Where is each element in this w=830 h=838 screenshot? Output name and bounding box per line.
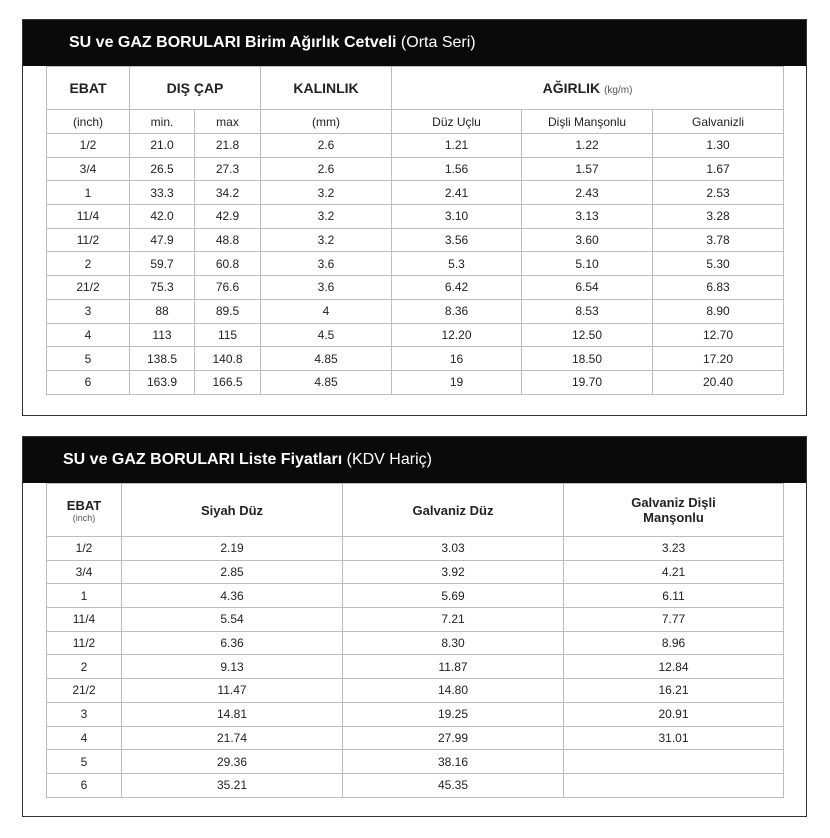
table-cell — [564, 773, 784, 797]
table-row — [47, 276, 784, 300]
table-row — [47, 655, 784, 679]
table-cell: 7.77 — [564, 608, 784, 632]
weight-table-panel — [22, 19, 807, 416]
table-cell: 4 — [261, 299, 392, 323]
price-table-title: SU ve GAZ BORULARI Liste Fiyatları (KDV Hariç) — [63, 451, 432, 468]
table-row — [47, 560, 784, 584]
table-cell: 26.5 — [130, 157, 195, 181]
table-cell: 8.96 — [564, 631, 784, 655]
table-row — [47, 205, 784, 229]
table-cell: 3.23 — [564, 537, 784, 561]
table-cell: 38.16 — [343, 750, 564, 774]
weight-table — [46, 66, 784, 395]
table-cell: 163.9 — [130, 370, 195, 394]
table-cell: 47.9 — [130, 228, 195, 252]
table-cell: 12.70 — [653, 323, 784, 347]
table-cell: 2.6 — [261, 157, 392, 181]
col-header-siyah-duz: Siyah Düz — [122, 484, 343, 537]
subheader-cell: (mm) — [261, 110, 392, 134]
table-cell: 5 — [47, 750, 122, 774]
col-header-agirlik: AĞIRLIK (kg/m) — [392, 67, 784, 110]
table-cell: 3.2 — [261, 181, 392, 205]
table-cell: 4 — [47, 323, 130, 347]
table-cell: 17.20 — [653, 347, 784, 371]
table-cell: 6 — [47, 773, 122, 797]
table-cell: 2 — [47, 252, 130, 276]
table-row — [47, 702, 784, 726]
table-cell: 21/2 — [47, 276, 130, 300]
table-cell: 18.50 — [522, 347, 653, 371]
table-cell: 3 — [47, 702, 122, 726]
table-row — [47, 608, 784, 632]
table-cell: 20.91 — [564, 702, 784, 726]
table-row — [47, 631, 784, 655]
table-cell: 19.70 — [522, 370, 653, 394]
table-cell: 4.85 — [261, 370, 392, 394]
price-table-panel — [22, 436, 807, 817]
subheader-cell: Galvanizli — [653, 110, 784, 134]
subheader-cell: (inch) — [47, 110, 130, 134]
col-header-kalinlik: KALINLIK — [261, 67, 392, 110]
table-cell: 5.3 — [392, 252, 522, 276]
table-cell: 138.5 — [130, 347, 195, 371]
table-cell: 1.56 — [392, 157, 522, 181]
table-row — [47, 252, 784, 276]
table-cell: 33.3 — [130, 181, 195, 205]
table-cell: 16 — [392, 347, 522, 371]
table-cell: 3.78 — [653, 228, 784, 252]
price-table — [46, 483, 784, 798]
table-cell: 35.21 — [122, 773, 343, 797]
table-row — [47, 323, 784, 347]
table-cell: 6.11 — [564, 584, 784, 608]
table-cell: 1.67 — [653, 157, 784, 181]
table-cell: 5.69 — [343, 584, 564, 608]
table-cell: 1/2 — [47, 134, 130, 158]
table-cell: 6 — [47, 370, 130, 394]
table-cell: 3/4 — [47, 157, 130, 181]
table-cell: 59.7 — [130, 252, 195, 276]
table-cell: 1 — [47, 181, 130, 205]
table-cell: 34.2 — [195, 181, 261, 205]
col-header-ebat: EBAT (inch) — [47, 484, 122, 537]
table-cell: 11/4 — [47, 608, 122, 632]
table-cell: 2.41 — [392, 181, 522, 205]
table-cell: 1.57 — [522, 157, 653, 181]
table-cell: 21.8 — [195, 134, 261, 158]
table-cell — [564, 750, 784, 774]
subheader-cell: Dişli Manşonlu — [522, 110, 653, 134]
table-cell: 11.87 — [343, 655, 564, 679]
table-cell: 115 — [195, 323, 261, 347]
table-cell: 1.30 — [653, 134, 784, 158]
table-cell: 8.30 — [343, 631, 564, 655]
table-row — [47, 228, 784, 252]
table-row — [47, 181, 784, 205]
col-header-galvaniz-duz: Galvaniz Düz — [343, 484, 564, 537]
table-cell: 5.10 — [522, 252, 653, 276]
table-cell: 75.3 — [130, 276, 195, 300]
table-row — [47, 157, 784, 181]
table-cell: 11.47 — [122, 679, 343, 703]
table-row — [47, 726, 784, 750]
table-cell: 27.99 — [343, 726, 564, 750]
table-cell: 48.8 — [195, 228, 261, 252]
table-cell: 2.19 — [122, 537, 343, 561]
table-cell: 12.20 — [392, 323, 522, 347]
subheader-cell: Düz Uçlu — [392, 110, 522, 134]
table-cell: 11/4 — [47, 205, 130, 229]
table-cell: 3.6 — [261, 252, 392, 276]
table-cell: 89.5 — [195, 299, 261, 323]
weight-subheader-row — [47, 110, 784, 134]
table-cell: 1.21 — [392, 134, 522, 158]
col-header-dis-cap: DIŞ ÇAP — [130, 67, 261, 110]
table-row — [47, 584, 784, 608]
table-cell: 3.2 — [261, 228, 392, 252]
table-cell: 6.54 — [522, 276, 653, 300]
table-cell: 3.10 — [392, 205, 522, 229]
price-table-header-bar — [23, 437, 806, 483]
subheader-cell: min. — [130, 110, 195, 134]
table-cell: 4.21 — [564, 560, 784, 584]
table-cell: 2.6 — [261, 134, 392, 158]
table-cell: 8.53 — [522, 299, 653, 323]
table-row — [47, 134, 784, 158]
table-row — [47, 537, 784, 561]
table-cell: 20.40 — [653, 370, 784, 394]
table-row — [47, 347, 784, 371]
weight-table-body — [47, 134, 784, 395]
table-cell: 60.8 — [195, 252, 261, 276]
table-cell: 29.36 — [122, 750, 343, 774]
table-cell: 14.80 — [343, 679, 564, 703]
table-cell: 3.13 — [522, 205, 653, 229]
table-cell: 12.50 — [522, 323, 653, 347]
table-cell: 2 — [47, 655, 122, 679]
table-cell: 88 — [130, 299, 195, 323]
weight-table-title: SU ve GAZ BORULARI Birim Ağırlık Cetveli (Orta Seri) — [69, 34, 476, 51]
table-cell: 1.22 — [522, 134, 653, 158]
table-row — [47, 773, 784, 797]
table-cell: 3/4 — [47, 560, 122, 584]
table-cell: 3.60 — [522, 228, 653, 252]
table-cell: 4 — [47, 726, 122, 750]
table-cell: 12.84 — [564, 655, 784, 679]
table-cell: 45.35 — [343, 773, 564, 797]
table-cell: 3 — [47, 299, 130, 323]
table-cell: 4.36 — [122, 584, 343, 608]
col-header-ebat: EBAT — [47, 67, 130, 110]
table-cell: 4.5 — [261, 323, 392, 347]
table-cell: 3.6 — [261, 276, 392, 300]
table-cell: 14.81 — [122, 702, 343, 726]
table-cell: 21/2 — [47, 679, 122, 703]
table-row — [47, 299, 784, 323]
table-cell: 8.36 — [392, 299, 522, 323]
table-cell: 113 — [130, 323, 195, 347]
table-row — [47, 750, 784, 774]
table-cell: 7.21 — [343, 608, 564, 632]
table-cell: 21.0 — [130, 134, 195, 158]
table-cell: 3.28 — [653, 205, 784, 229]
table-cell: 11/2 — [47, 631, 122, 655]
table-row — [47, 370, 784, 394]
table-cell: 3.92 — [343, 560, 564, 584]
table-cell: 166.5 — [195, 370, 261, 394]
table-cell: 2.53 — [653, 181, 784, 205]
table-cell: 42.0 — [130, 205, 195, 229]
table-cell: 2.85 — [122, 560, 343, 584]
table-cell: 76.6 — [195, 276, 261, 300]
table-cell: 6.83 — [653, 276, 784, 300]
table-cell: 2.43 — [522, 181, 653, 205]
table-cell: 3.03 — [343, 537, 564, 561]
table-cell: 140.8 — [195, 347, 261, 371]
table-cell: 6.42 — [392, 276, 522, 300]
table-cell: 1/2 — [47, 537, 122, 561]
table-cell: 6.36 — [122, 631, 343, 655]
table-cell: 4.85 — [261, 347, 392, 371]
weight-table-header-bar — [23, 20, 806, 66]
table-cell: 19 — [392, 370, 522, 394]
table-row — [47, 679, 784, 703]
table-cell: 3.2 — [261, 205, 392, 229]
table-cell: 16.21 — [564, 679, 784, 703]
table-cell: 27.3 — [195, 157, 261, 181]
table-cell: 11/2 — [47, 228, 130, 252]
table-cell: 8.90 — [653, 299, 784, 323]
table-cell: 31.01 — [564, 726, 784, 750]
table-cell: 5.54 — [122, 608, 343, 632]
col-header-galvaniz-disli: Galvaniz Dişli Manşonlu — [564, 484, 784, 537]
table-cell: 1 — [47, 584, 122, 608]
table-cell: 5.30 — [653, 252, 784, 276]
table-cell: 19.25 — [343, 702, 564, 726]
table-cell: 3.56 — [392, 228, 522, 252]
price-table-body — [47, 537, 784, 798]
table-cell: 42.9 — [195, 205, 261, 229]
table-cell: 9.13 — [122, 655, 343, 679]
subheader-cell: max — [195, 110, 261, 134]
table-cell: 5 — [47, 347, 130, 371]
table-cell: 21.74 — [122, 726, 343, 750]
